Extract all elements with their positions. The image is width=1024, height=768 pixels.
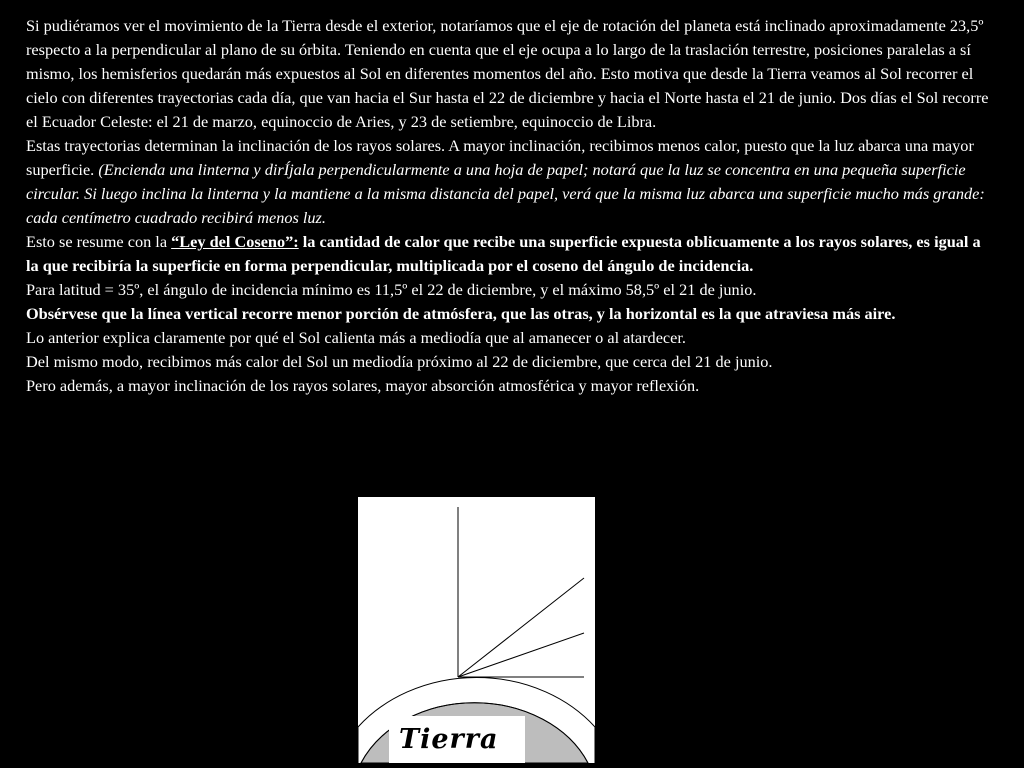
flashlight-experiment-text: (Encienda una linterna y dirÍjala perpendicularmente a una hoja de papel; notará que la luz se concentra en una pequeña superficie circular. Si luego inclina la linterna y la mantiene a la misma distancia del papel, verá que la misma luz abarca una superficie mucho más grande: cada centímetro cuadrado recibirá menos luz. — [26, 160, 985, 227]
atmosphere-diagram — [358, 497, 595, 763]
cosine-law-statement: la cantidad de calor que recibe una superficie expuesta oblicuamente a los rayos solares, es igual a la que recibiría la superficie en forma perpendicular, multiplicada por el coseno del ángulo de incidencia. — [26, 232, 981, 275]
paragraph-sun-rays — [26, 134, 991, 230]
earth-label: Tierra — [399, 724, 499, 755]
paragraph-latitude: Para latitud = 35º, el ángulo de incidencia mínimo es 11,5º el 22 de diciembre, y el máximo 58,5º el 21 de junio. — [26, 280, 757, 299]
cosine-law-intro: Esto se resume con la — [26, 232, 172, 251]
paragraph-absorption: Pero además, a mayor inclinación de los rayos solares, mayor absorción atmosférica y mayor reflexión. — [26, 376, 700, 395]
paragraph-midday: Lo anterior explica claramente por qué el Sol calienta más a mediodía que al amanecer o al atardecer. — [26, 328, 686, 347]
paragraph-earth-axis: Si pudiéramos ver el movimiento de la Tierra desde el exterior, notaríamos que el eje de rotación del planeta está inclinado aproximadamente 23,5º respecto a la perpendicular al plano de su órbita. Teniendo en cuenta que el eje ocupa a lo largo de la traslación terrestre, posiciones paralelas a sí mismo, los hemisferios quedarán más expuestos al Sol en diferentes momentos del año. Esto motiva que desde la Tierra veamos al Sol recorrer el cielo con diferentes trayectorias cada día, que van hacia el Sur hasta el 22 de diciembre y hacia el Norte hasta el 21 de junio. Dos días el Sol recorre el Ecuador Celeste: el 21 de marzo, equinoccio de Aries, y 23 de setiembre, equinoccio de Libra. — [26, 16, 989, 131]
sun-rays-text: Estas trayectorias determinan la inclinación de los rayos solares. A mayor inclinación, recibimos menos calor, puesto que la luz abarca una mayor superficie. — [26, 136, 974, 179]
paragraph-cosine-law — [26, 230, 991, 278]
paragraph-atmosphere-note — [26, 302, 991, 326]
slide-text-block — [26, 14, 991, 398]
cosine-law-name: “Ley del Coseno”: — [171, 232, 299, 251]
earth-label-box — [389, 716, 525, 763]
paragraph-december: Del mismo modo, recibimos más calor del Sol un mediodía próximo al 22 de diciembre, que cerca del 21 de junio. — [26, 352, 773, 371]
atmosphere-note-text: Obsérvese que la línea vertical recorre menor porción de atmósfera, que las otras, y la horizontal es la que atraviesa más aire. — [26, 304, 896, 323]
